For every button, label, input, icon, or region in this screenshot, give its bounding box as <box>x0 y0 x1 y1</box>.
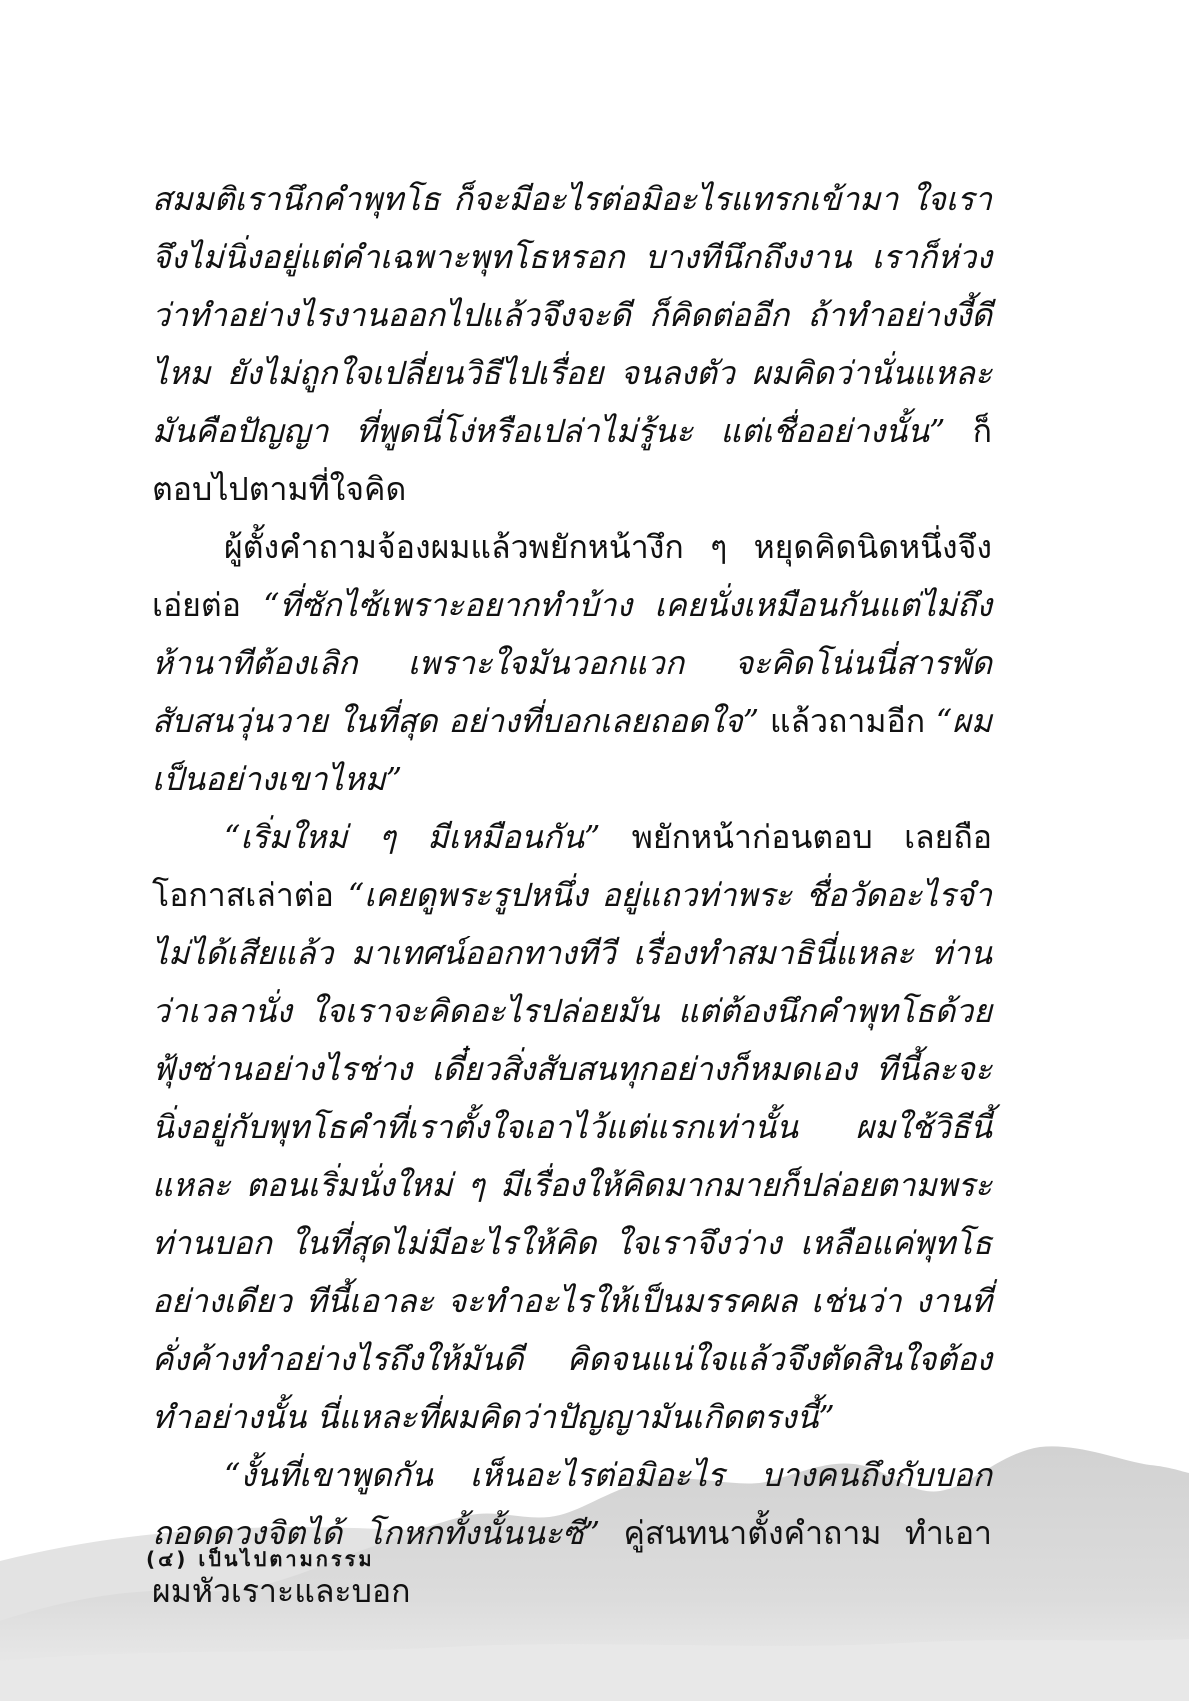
narration-text: คู่สนทนาตั้งคำถาม ทำเอาผมหัวเราะและบอก <box>152 1514 993 1610</box>
quote-text: สมมติเรานึกคำพุทโธ ก็จะมีอะไรต่อมิอะไรแทรกเข้ามา ใจเราจึงไม่นิ่งอยู่แต่คำเฉพาะพุทโธหรอก บางทีนึกถึงงาน เราก็ห่วงว่าทำอย่างไรงานออกไปแล้วจึงจะดี ก็คิดต่ออีก ถ้าทำอย่างงี้ดีไหม ยังไม่ถูกใจเปลี่ยนวิธีไปเรื่อย จนลงตัว ผมคิดว่านั่นแหละมันคือปัญญา ที่พูดนี่โง่หรือเปล่าไม่รู้นะ แต่เชื่ออย่างนั้น” <box>152 180 992 450</box>
quote-text: “เคยดูพระรูปหนึ่ง อยู่แถวท่าพระ ชื่อวัดอะไรจำไม่ได้เสียแล้ว มาเทศน์ออกทางทีวี เรื่องทำสมาธินี่แหละ ท่านว่าเวลานั่ง ใจเราจะคิดอะไรปล่อยมัน แต่ต้องนึกคำพุทโธด้วย ฟุ้งซ่านอย่างไรช่าง เดี๋ยวสิ่งสับสนทุกอย่างก็หมดเอง ทีนี้ละจะนิ่งอยู่กับพุทโธคำที่เราตั้งใจเอาไว้แต่แรกเท่านั้น ผมใช้วิธีนี้แหละ ตอนเริ่มนั่งใหม่ ๆ มีเรื่องให้คิดมากมายก็ปล่อยตามพระท่านบอก ในที่สุดไม่มีอะไรให้คิด ใจเราจึงว่าง เหลือแค่พุทโธอย่างเดียว ทีนี้เอาละ จะทำอะไรให้เป็นมรรคผล เช่นว่า งานที่คั่งค้างทำอย่างไรถึงให้มันดี คิดจนแน่ใจแล้วจึงตัดสินใจต้องทำอย่างนั้น นี่แหละที่ผมคิดว่าปัญญามันเกิดตรงนี้” <box>152 876 993 1436</box>
narration-text: ผู้ตั้งคำถามจ้องผมแล้วพยักหน้างึก ๆ หยุดคิดนิดหนึ่งจึงเอ่ยต่อ <box>152 528 992 624</box>
book-title: เป็นไปตามกรรม <box>198 1547 375 1571</box>
quote-text: “ผมเป็นอย่างเขาไหม” <box>152 702 992 798</box>
paragraph-4 <box>152 1446 992 1620</box>
quote-text: “เริ่มใหม่ ๆ มีเหมือนกัน” <box>224 818 601 856</box>
page-number: (๔) <box>146 1547 189 1571</box>
paragraph-1 <box>152 170 992 518</box>
quote-text: “งั้นที่เขาพูดกัน เห็นอะไรต่อมิอะไร บางคนถึงกับบอก ถอดดวงจิตได้ โกหกทั้งนั้นนะซี” <box>152 1456 992 1552</box>
narration-text: แล้วถามอีก <box>759 702 936 740</box>
body-text <box>152 170 992 1620</box>
paragraph-3 <box>152 808 992 1446</box>
paragraph-2 <box>152 518 992 808</box>
page-footer <box>146 1543 375 1575</box>
quote-text: “ที่ซักไซ้เพราะอยากทำบ้าง เคยนั่งเหมือนกันแต่ไม่ถึงห้านาทีต้องเลิก เพราะใจมันวอกแวก จะคิดโน่นนี่สารพัดสับสนวุ่นวาย ในที่สุด อย่างที่บอกเลยถอดใจ” <box>152 586 993 740</box>
narration-text: ก็ตอบไปตามที่ใจคิด <box>152 412 992 508</box>
narration-text: พยักหน้าก่อนตอบ เลยถือโอกาสเล่าต่อ <box>152 818 993 914</box>
